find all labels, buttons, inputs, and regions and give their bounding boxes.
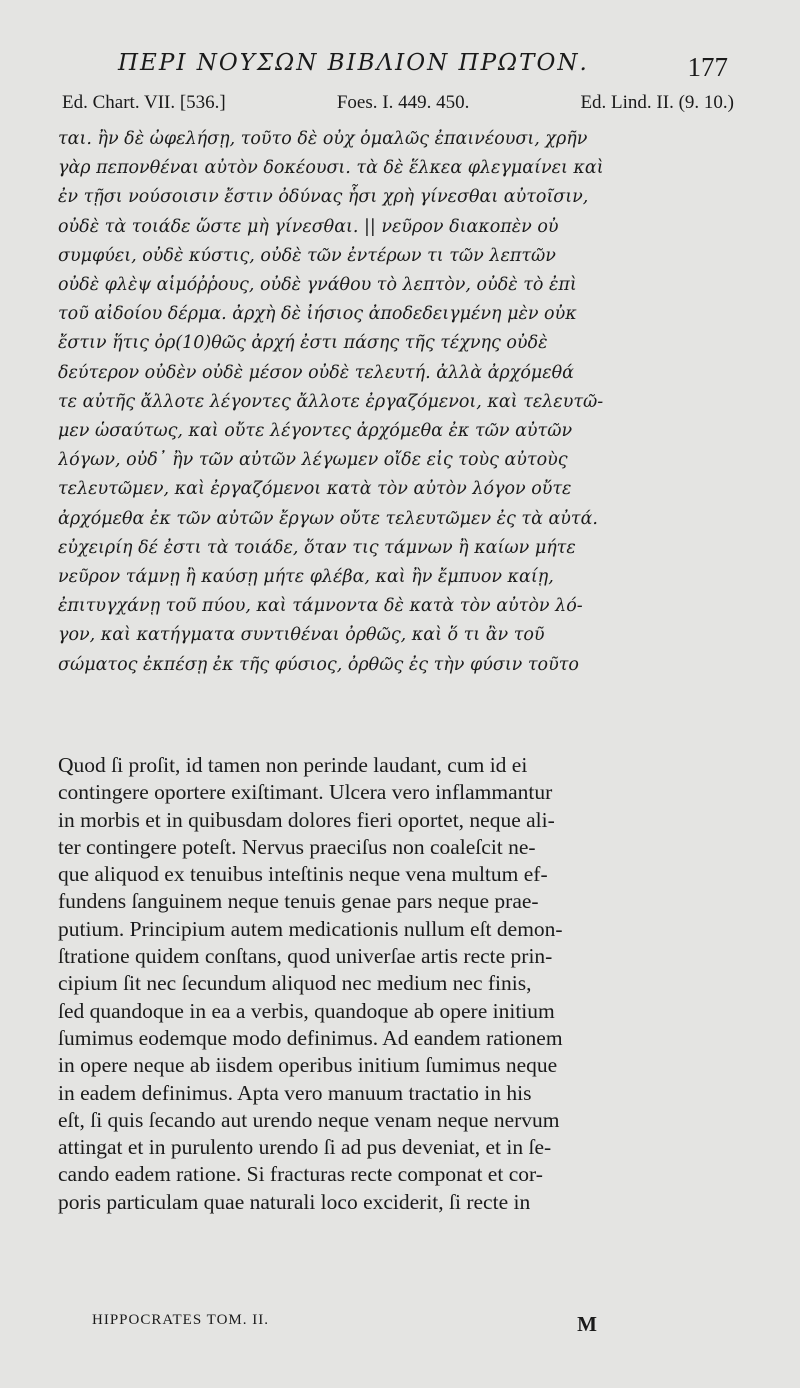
greek-line: ται. ἢν δὲ ὠφελήσῃ, τοῦτο δὲ οὐχ ὁμαλῶς ἐπαινέουσι, χρῆν — [58, 129, 588, 149]
latin-line: cipium ſit nec ſecundum aliquod nec medium nec finis, — [58, 971, 532, 996]
latin-line: ſed quandoque in ea a verbis, quandoque ab opere initium — [58, 998, 555, 1023]
greek-text-block — [58, 125, 743, 680]
edition-lind-ref: Ed. Lind. II. (9. 10.) — [580, 92, 734, 113]
latin-translation-block — [58, 752, 748, 1216]
latin-line: poris particulam quae naturali loco exciderit, ſi recte in — [58, 1189, 531, 1214]
latin-line: cando eadem ratione. Si fracturas recte componat et cor- — [58, 1162, 543, 1187]
greek-line: ἐπιτυγχάνῃ τοῦ πύου, καὶ τάμνοντα δὲ κατὰ τὸν αὐτὸν λό- — [58, 596, 583, 617]
greek-line: συμφύει, οὐδὲ κύστις, οὐδὲ τῶν ἐντέρων τι τῶν λεπτῶν — [58, 245, 556, 266]
greek-line: οὐδὲ τὰ τοιάδε ὥστε μὴ γίνεσθαι. || νεῦρον διακοπὲν οὐ — [58, 216, 559, 237]
latin-line: attingat et in purulento urendo ſi ad pus deveniat, et in ſe- — [58, 1135, 552, 1160]
greek-line: ἀρχόμεθα ἐκ τῶν αὐτῶν ἔργων οὔτε τελευτῶμεν ἐς τὰ αὐτά. — [58, 508, 598, 529]
greek-line: γὰρ πεπονθέναι αὐτὸν δοκέουσι. τὰ δὲ ἕλκεα φλεγμαίνει καὶ — [58, 158, 604, 179]
latin-line: putium. Principium autem medicationis nullum eſt demon- — [58, 916, 563, 941]
latin-line: ſtratione quidem conſtans, quod univerſae artis recte prin- — [58, 944, 553, 969]
latin-line: que aliquod ex tenuibus inteſtinis neque vena multum ef- — [58, 862, 548, 887]
latin-line: in eadem definimus. Apta vero manuum tractatio in his — [58, 1080, 532, 1105]
greek-line: ἔστιν ἥτις ὀρ(10)θῶς ἀρχή ἐστι πάσης τῆς τέχνης οὐδὲ — [58, 333, 548, 354]
greek-line: μεν ὡσαύτως, καὶ οὔτε λέγοντες ἀρχόμεθα ἐκ τῶν αὐτῶν — [58, 421, 573, 442]
latin-line: eſt, ſi quis ſecando aut urendo neque venam neque nervum — [58, 1107, 560, 1132]
signature-line-title: HIPPOCRATES TOM. II. — [92, 1312, 269, 1328]
latin-line: Quod ſi proſit, id tamen non perinde laudant, cum id ei — [58, 753, 528, 777]
edition-foes-ref: Foes. I. 449. 450. — [336, 92, 470, 113]
latin-line: in opere neque ab iisdem operibus initium ſumimus neque — [58, 1053, 558, 1078]
greek-line: τε αὐτῆς ἄλλοτε λέγοντες ἄλλοτε ἐργαζόμενοι, καὶ τελευτῶ- — [58, 391, 604, 412]
greek-line: τελευτῶμεν, καὶ ἐργαζόμενοι κατὰ τὸν αὐτὸν λόγον οὔτε — [58, 479, 572, 500]
edition-reference-line — [62, 92, 734, 114]
greek-line: δεύτερον οὐδὲν οὐδὲ μέσον οὐδὲ τελευτή. ἀλλὰ ἀρχόμεθά — [58, 362, 574, 383]
latin-line: in morbis et in quibusdam dolores fieri oportet, neque ali- — [58, 807, 555, 832]
running-title: ΠΕΡΙ ΝΟΥΣΩΝ ΒΙΒΛΙΟΝ ΠΡΩΤΟΝ. — [118, 50, 589, 76]
page-footer — [92, 1312, 597, 1337]
greek-line: ἐν τῇσι νούσοισιν ἔστιν ὀδύνας ἧσι χρὴ γίνεσθαι αὐτοῖσιν, — [58, 187, 589, 208]
page-header — [118, 50, 728, 86]
signature-mark: M — [577, 1312, 597, 1336]
greek-line: νεῦρον τάμνῃ ἢ καύσῃ μήτε φλέβα, καὶ ἢν ἔμπυον καίῃ, — [58, 567, 554, 588]
greek-line: τοῦ αἰδοίου δέρμα. ἀρχὴ δὲ ἰήσιος ἀποδεδειγμένη μὲν οὐκ — [58, 304, 577, 325]
page-number: 177 — [687, 52, 728, 82]
latin-line: ſumimus eodemque modo definimus. Ad eandem rationem — [58, 1025, 563, 1050]
greek-line: γον, καὶ κατήγματα συντιθέναι ὀρθῶς, καὶ ὅ τι ἂν τοῦ — [58, 625, 545, 646]
edition-chart-ref: Ed. Chart. VII. [536.] — [62, 92, 226, 113]
greek-line: σώματος ἐκπέσῃ ἐκ τῆς φύσιος, ὀρθῶς ἐς τὴν φύσιν τοῦτο — [58, 654, 579, 675]
greek-line: λόγων, οὐδ᾽ ἢν τῶν αὐτῶν λέγωμεν οἴδε εἰς τοὺς αὐτοὺς — [58, 450, 568, 471]
greek-line: εὐχειρίη δέ ἐστι τὰ τοιάδε, ὅταν τις τάμνων ἢ καίων μήτε — [58, 537, 576, 558]
latin-line: contingere oportere exiſtimant. Ulcera vero inflammantur — [58, 780, 553, 805]
latin-line: ter contingere poteſt. Nervus praeciſus non coaleſcit ne- — [58, 834, 536, 859]
greek-line: οὐδὲ φλὲψ αἱμόῤῥους, οὐδὲ γνάθου τὸ λεπτὸν, οὐδὲ τὸ ἐπὶ — [58, 275, 577, 296]
latin-line: fundens ſanguinem neque tenuis genae pars neque prae- — [58, 889, 539, 914]
